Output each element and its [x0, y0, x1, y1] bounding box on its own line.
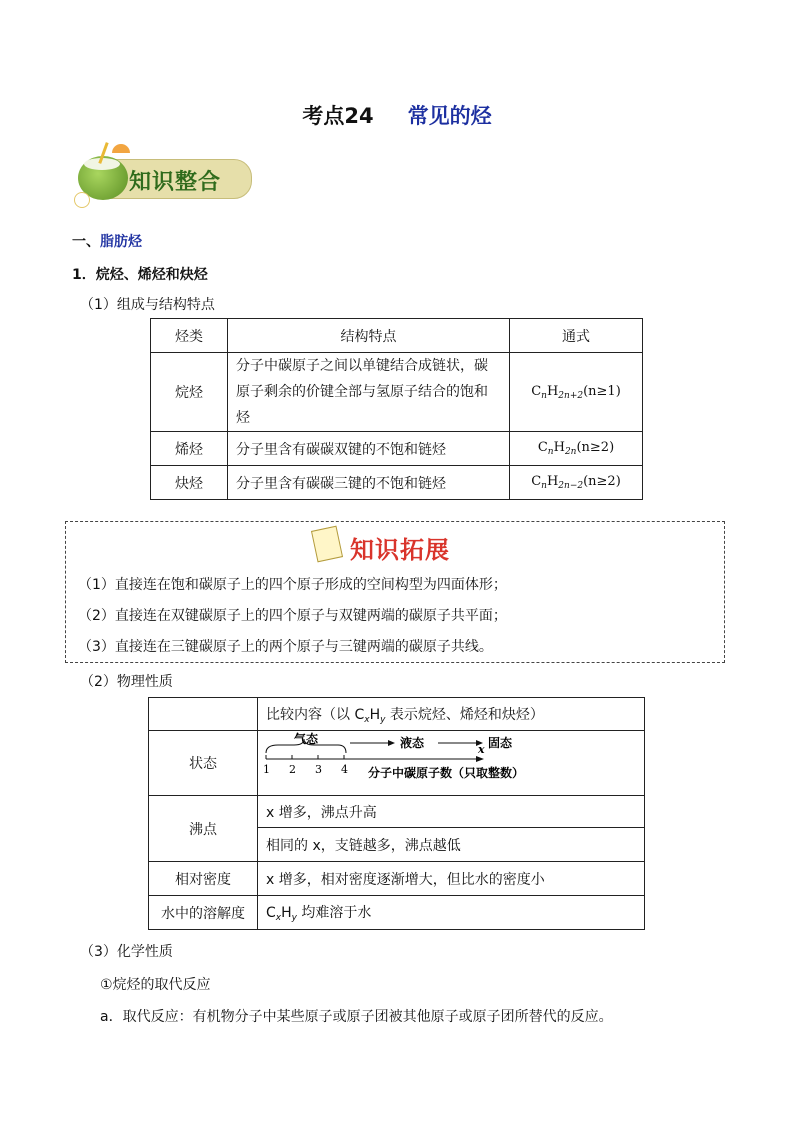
- part-heading-1: （1）组成与结构特点: [80, 297, 215, 313]
- row-label-density: 相对密度: [149, 862, 258, 896]
- table-cell-desc: 分子中碳原子之间以单键结合成链状，碳原子剩余的价键全部与氢原子结合的饱和烃: [228, 353, 510, 432]
- title-main: 常见的烃: [407, 104, 492, 128]
- flower-icon: [74, 192, 90, 208]
- part-heading-3: （3）化学性质: [80, 944, 173, 960]
- table-header: 结构特点: [228, 319, 510, 353]
- row-label-solubility: 水中的溶解度: [149, 896, 258, 930]
- extension-header: [314, 528, 474, 564]
- subsection-heading: 1．烷烃、烯烃和炔烃: [72, 267, 208, 283]
- arrow-head: [388, 740, 395, 746]
- table-cell-formula: $C_nH_{2n-2}(n\ge 2)$: [510, 466, 643, 500]
- density-text: x 增多，相对密度逐渐增大，但比水的密度小: [258, 862, 645, 896]
- item-heading: ①烷烃的取代反应: [100, 977, 211, 993]
- table-header: 比较内容（以 $C_xH_y$ 表示烷烃、烯烃和炔烃）: [258, 698, 645, 731]
- umbrella-icon: [112, 144, 130, 153]
- row-label-state: 状态: [149, 731, 258, 796]
- extension-line: （2）直接连在双键碳原子上的四个原子与双键两端的碳原子共平面；: [78, 608, 507, 624]
- extension-title: 知识拓展: [350, 535, 450, 564]
- axis-arrow-head: [476, 756, 484, 762]
- extension-line: （3）直接连在三键碳原子上的两个原子与三键两端的碳原子共线。: [78, 639, 493, 655]
- paragraph: a．取代反应：有机物分子中某些原子或原子团被其他原子或原子团所替代的反应。: [100, 1009, 613, 1025]
- table-cell-type: 炔烃: [151, 466, 228, 500]
- part-heading-2: （2）物理性质: [80, 674, 173, 690]
- section-prefix: 一、: [72, 234, 100, 250]
- row-label-boiling: 沸点: [149, 796, 258, 862]
- table-cell-formula: $C_nH_{2n+2}(n\ge 1)$: [510, 353, 643, 432]
- state-liquid-label: 液态: [400, 736, 425, 750]
- state-gas-label: 气态: [294, 732, 319, 746]
- physical-properties-table: [148, 697, 645, 930]
- table-cell-formula: $C_nH_{2n}(n\ge 2)$: [510, 432, 643, 466]
- table-header: 通式: [510, 319, 643, 353]
- state-solid-label: 固态: [488, 736, 513, 750]
- extension-line: （1）直接连在饱和碳原子上的四个原子形成的空间构型为四面体形；: [78, 577, 507, 593]
- state-diagram: [258, 731, 638, 791]
- tick-label: 4: [341, 763, 348, 776]
- table-cell-desc: 分子里含有碳碳三键的不饱和链烃: [228, 466, 510, 500]
- knowledge-extension-box: [65, 521, 725, 663]
- table-cell-type: 烷烃: [151, 353, 228, 432]
- page-title: [0, 100, 794, 130]
- state-diagram-cell: [258, 731, 645, 796]
- solubility-text: $C_xH_y$ 均难溶于水: [258, 896, 645, 930]
- tick-label: 2: [289, 763, 296, 776]
- boiling-point-1: x 增多，沸点升高: [258, 796, 645, 828]
- banner-text: 知识整合: [129, 169, 222, 195]
- structure-table: [150, 318, 643, 500]
- table-header: 烃类: [151, 319, 228, 353]
- axis-variable: x: [478, 743, 485, 756]
- title-number: 考点24: [302, 104, 374, 128]
- section-heading: [72, 231, 142, 251]
- boiling-point-2: 相同的 x，支链越多，沸点越低: [258, 828, 645, 862]
- table-cell-desc: 分子里含有碳碳双键的不饱和链烃: [228, 432, 510, 466]
- table-corner: [149, 698, 258, 731]
- section-name: 脂肪烃: [100, 234, 142, 250]
- table-cell-type: 烯烃: [151, 432, 228, 466]
- knowledge-banner: [72, 142, 254, 212]
- axis-label: 分子中碳原子数（只取整数）: [368, 766, 525, 780]
- tick-label: 3: [315, 763, 322, 776]
- tick-label: 1: [263, 763, 270, 776]
- note-paper-icon: [311, 526, 343, 563]
